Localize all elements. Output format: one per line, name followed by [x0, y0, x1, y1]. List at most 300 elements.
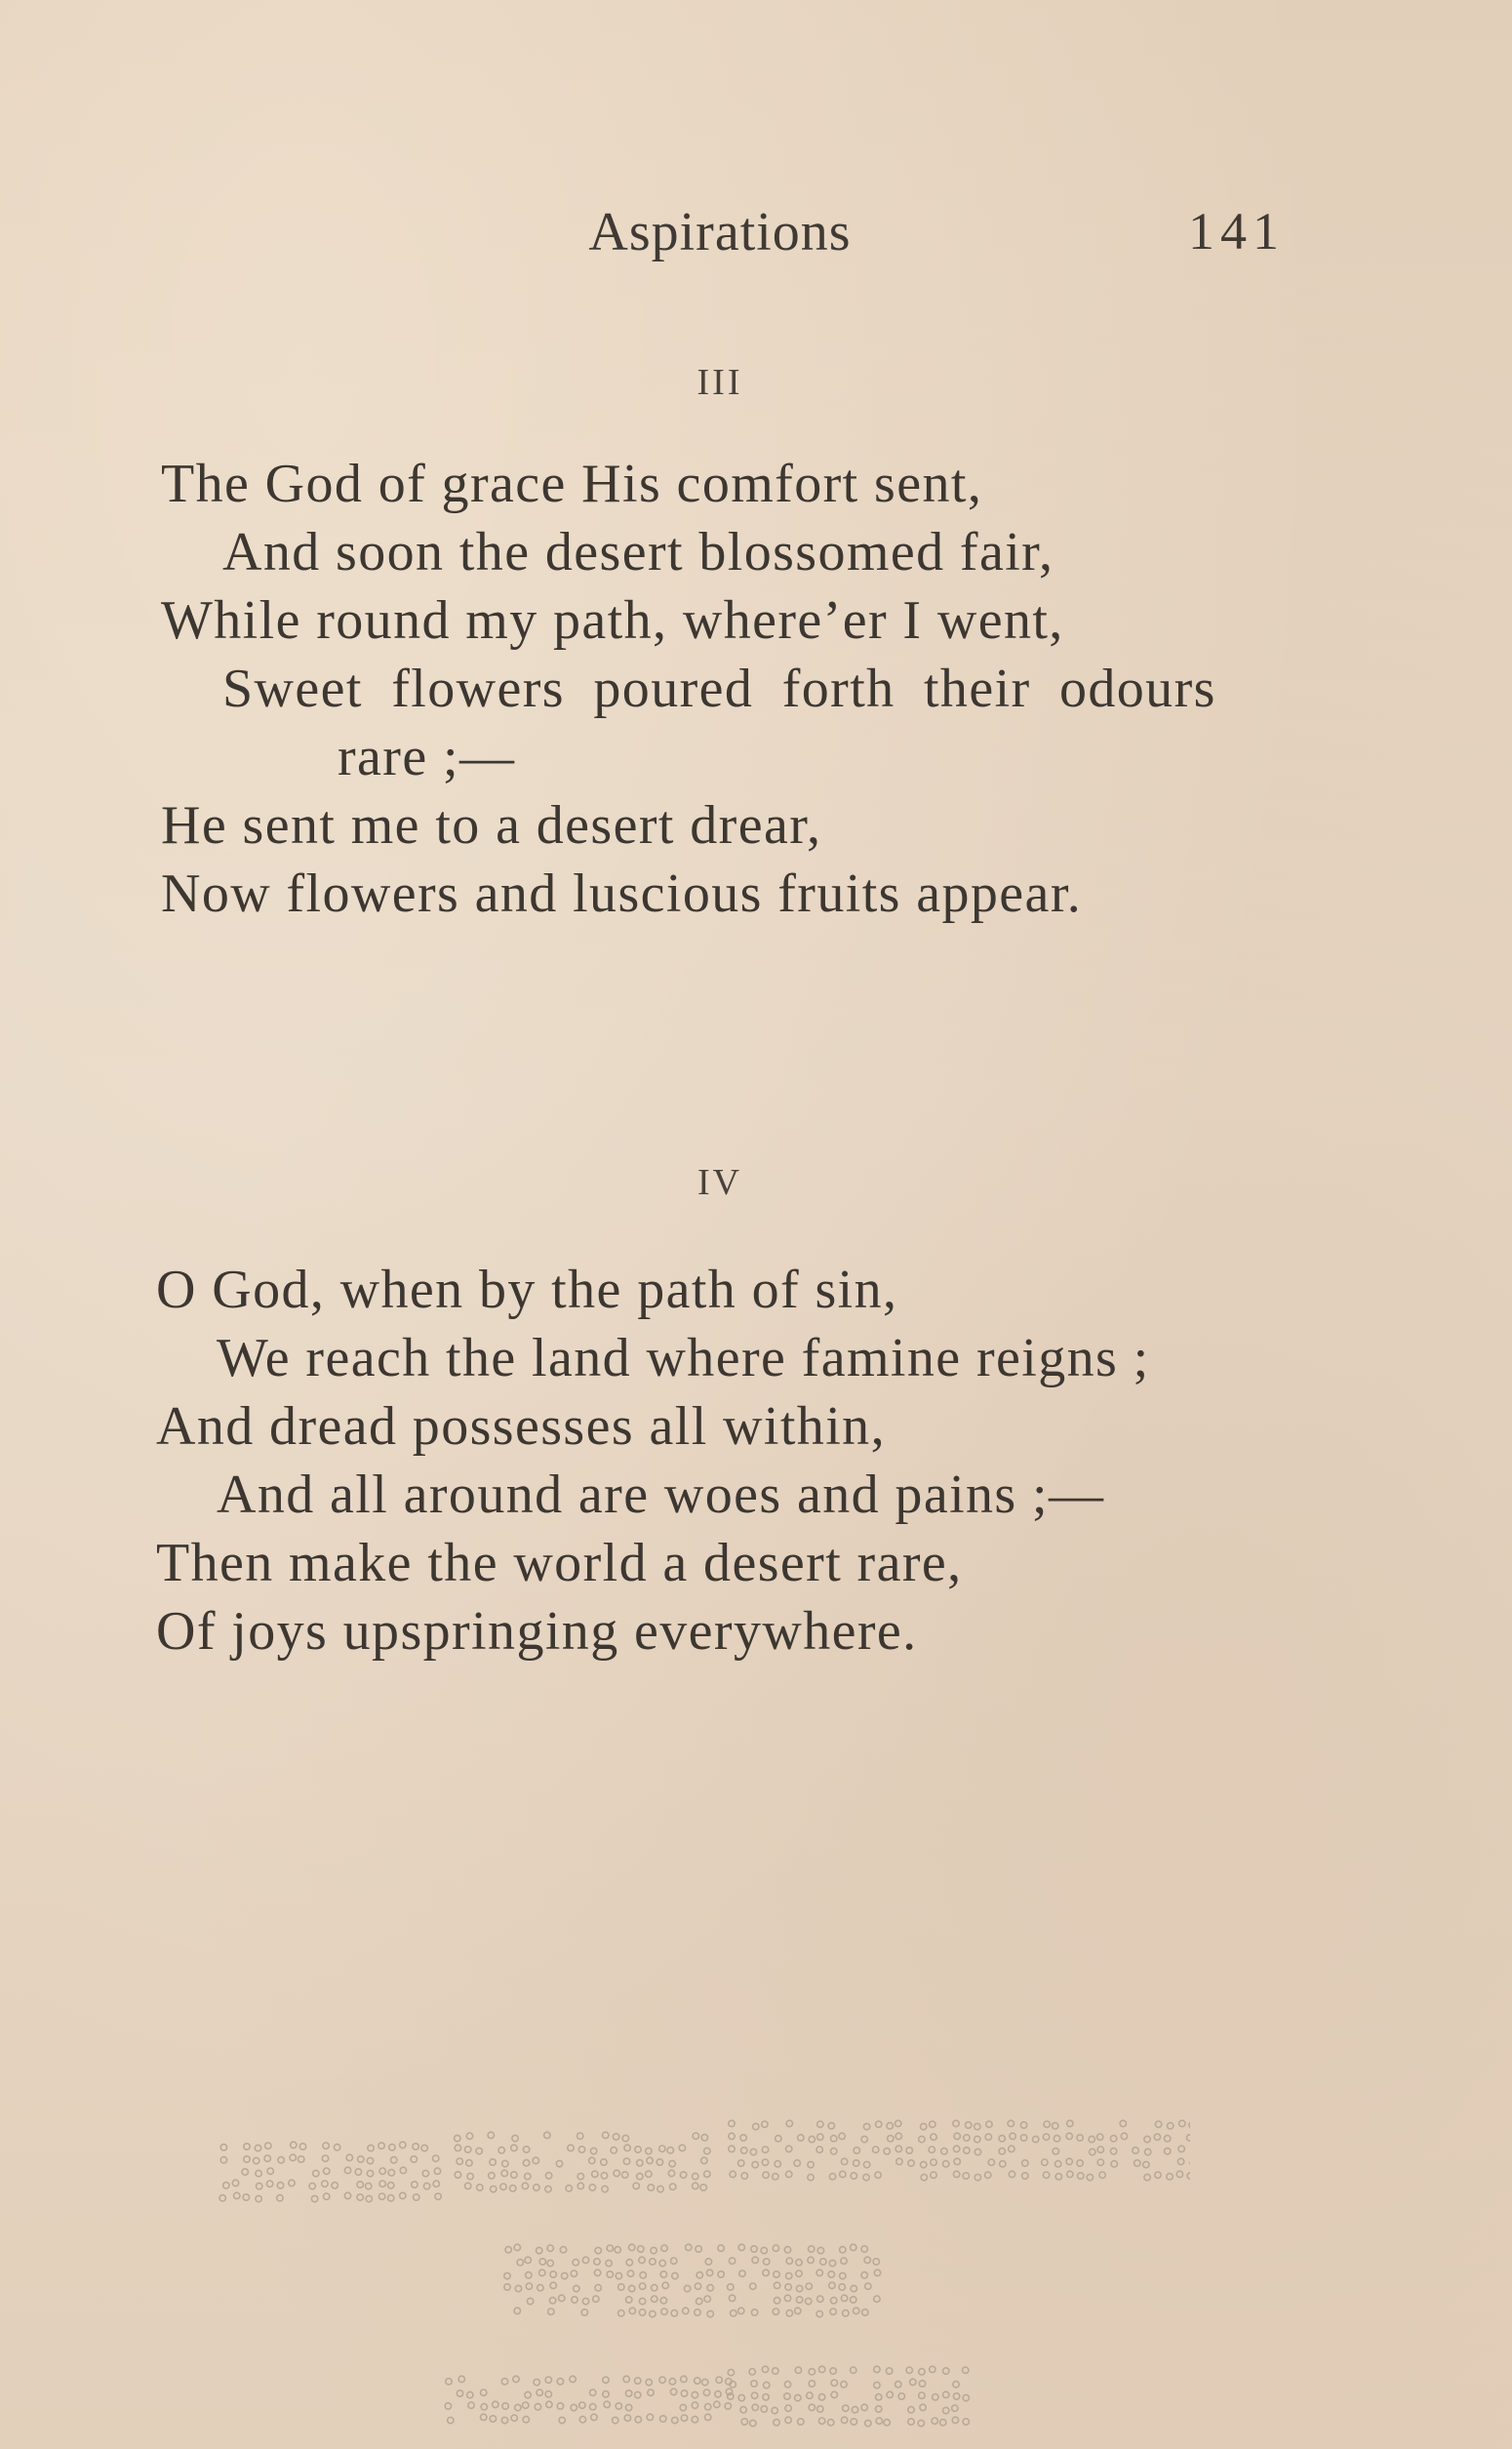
perforation-dot	[679, 2145, 685, 2150]
perforation-dot	[1053, 2123, 1058, 2129]
perforation-dot	[818, 2418, 824, 2424]
perforation-dot	[534, 2185, 539, 2190]
perforation-dot	[502, 2403, 508, 2409]
perforation-dot	[391, 2157, 397, 2163]
perforation-dot	[762, 2121, 768, 2127]
perforation-dot	[589, 2157, 595, 2163]
perforation-dot	[322, 2181, 328, 2187]
perforation-dot	[701, 2157, 707, 2163]
perforation-dot	[624, 2145, 630, 2150]
perforation-dot	[729, 2258, 735, 2264]
perforation-dot	[1009, 2171, 1015, 2177]
perforation-dot	[550, 2271, 556, 2277]
running-header	[0, 201, 1512, 279]
perforation-dot	[219, 2195, 225, 2201]
perforation-dot	[603, 2132, 609, 2138]
perforation-dot	[1120, 2120, 1126, 2126]
perforation-dot	[557, 2403, 563, 2409]
perforation-dot	[999, 2148, 1005, 2154]
perforation-dot	[277, 2195, 283, 2201]
perforation-dot	[807, 2392, 813, 2398]
perforation-dot	[544, 2132, 550, 2138]
perforation-dot	[1042, 2159, 1048, 2165]
perforation-dot	[828, 2420, 834, 2426]
perforation-dot	[704, 2148, 710, 2153]
perforation-dot	[671, 2310, 677, 2316]
perforation-dot	[1155, 2172, 1161, 2178]
perforation-dot	[639, 2298, 645, 2304]
perforation-dot	[525, 2391, 531, 2397]
perforation-dot	[672, 2417, 678, 2423]
perforation-dot	[830, 2368, 836, 2374]
perforation-dot	[798, 2135, 804, 2141]
perforation-dot	[414, 2194, 419, 2200]
perforation-dot	[963, 2419, 969, 2425]
perforation-dot	[975, 2148, 980, 2154]
perforation-dot	[523, 2160, 529, 2166]
perforation-dot	[700, 2185, 706, 2190]
perforation-dot	[728, 2369, 734, 2375]
perforation-dot	[512, 2135, 518, 2141]
perforation-dot	[1133, 2148, 1138, 2153]
perforation-dot	[298, 2156, 304, 2162]
perforation-dot	[647, 2414, 653, 2420]
perforation-dot	[670, 2389, 676, 2394]
perforation-dot	[618, 2310, 624, 2316]
perforation-dot	[523, 2147, 529, 2152]
perforation-dot	[784, 2382, 790, 2388]
perforation-dot	[920, 2404, 926, 2410]
perforation-dot	[346, 2154, 352, 2160]
perforation-dot	[582, 2298, 588, 2304]
perforation-dot	[798, 2419, 804, 2425]
perforation-dot	[941, 2148, 947, 2154]
perforation-dot	[635, 2378, 641, 2384]
perforation-dot	[435, 2193, 441, 2199]
perforation-dot	[510, 2186, 516, 2191]
perforation-dot	[523, 2417, 529, 2423]
perforation-dot	[457, 2158, 462, 2164]
perforation-dot	[577, 2173, 583, 2179]
library-stamp-perforation	[215, 2088, 1190, 2449]
poem-line: He sent me to a desert drear,	[161, 795, 822, 856]
perforation-dot	[704, 2171, 710, 2177]
perforation-dot	[686, 2244, 692, 2250]
perforation-dot	[876, 2406, 882, 2412]
poem-line: The God of grace His comfort sent,	[161, 454, 983, 514]
perforation-dot	[657, 2186, 663, 2191]
perforation-dot	[1154, 2134, 1160, 2140]
perforation-dot	[898, 2393, 904, 2399]
perforation-dot	[806, 2298, 812, 2304]
perforation-dot	[895, 2146, 901, 2151]
perforation-dot	[560, 2247, 566, 2253]
perforation-dot	[652, 2285, 657, 2291]
perforation-dot	[267, 2168, 273, 2174]
perforation-dot	[773, 2308, 778, 2314]
perforation-dot	[839, 2284, 845, 2290]
perforation-dot	[433, 2181, 439, 2187]
perforation-dot	[548, 2308, 554, 2314]
perforation-dot	[400, 2167, 406, 2173]
perforation-dot	[639, 2283, 645, 2289]
perforation-dot	[539, 2259, 545, 2265]
perforation-dot	[1066, 2158, 1072, 2164]
perforation-dot	[681, 2376, 687, 2382]
perforation-dot	[695, 2309, 700, 2315]
perforation-dot	[964, 2148, 970, 2153]
perforation-dot	[851, 2173, 856, 2179]
perforation-dot	[999, 2136, 1005, 2142]
perforation-dot	[223, 2183, 229, 2188]
perforation-dot	[851, 2297, 856, 2303]
perforation-dot	[895, 2133, 901, 2139]
perforation-dot	[841, 2417, 847, 2423]
perforation-dot	[953, 2393, 959, 2399]
perforation-dot	[515, 2285, 521, 2291]
perforation-dot	[809, 2246, 815, 2252]
perforation-dot	[626, 2260, 632, 2266]
perforation-dot	[591, 2414, 597, 2420]
poem-line: And dread possesses all within,	[156, 1396, 886, 1457]
perforation-dot	[695, 2378, 700, 2384]
perforation-dot	[502, 2160, 508, 2166]
perforation-dot	[652, 2296, 657, 2302]
perforation-dot	[633, 2183, 639, 2188]
perforation-dot	[660, 2271, 666, 2277]
perforation-dot	[716, 2377, 722, 2383]
perforation-dot	[640, 2272, 646, 2278]
perforation-dot	[661, 2245, 667, 2251]
perforation-dot	[500, 2184, 506, 2189]
perforation-dot	[422, 2170, 428, 2176]
perforation-dot	[931, 2159, 936, 2165]
perforation-dot	[244, 2144, 250, 2149]
perforation-dot	[220, 2145, 226, 2150]
perforation-dot	[378, 2143, 384, 2148]
perforation-dot	[820, 2259, 826, 2265]
perforation-dot	[786, 2310, 792, 2316]
perforation-dot	[930, 2121, 935, 2127]
perforation-dot	[705, 2259, 711, 2265]
perforation-dot	[796, 2270, 802, 2276]
perforation-dot	[952, 2417, 958, 2423]
perforation-dot	[299, 2144, 305, 2149]
perforation-dot	[861, 2136, 867, 2142]
perforation-dot	[594, 2259, 600, 2265]
poem-line: O God, when by the path of sin,	[156, 1260, 898, 1320]
perforation-dot	[571, 2270, 577, 2276]
perforation-dot	[796, 2260, 802, 2266]
perforation-dot	[523, 2402, 529, 2408]
perforation-dot	[861, 2272, 867, 2278]
perforation-dot	[256, 2170, 261, 2176]
perforation-dot	[1178, 2146, 1184, 2151]
perforation-dot	[841, 2382, 847, 2388]
perforation-dot	[1044, 2121, 1050, 2127]
perforation-dot	[571, 2404, 577, 2410]
perforation-dot	[725, 2403, 731, 2409]
perforation-dot	[589, 2185, 595, 2190]
perforation-dot	[611, 2148, 617, 2153]
perforation-dot	[671, 2258, 677, 2264]
perforation-dot	[1033, 2136, 1039, 2142]
perforation-dot	[344, 2192, 350, 2198]
perforation-dot	[242, 2169, 248, 2175]
perforation-dot	[498, 2148, 504, 2153]
perforation-dot	[693, 2183, 698, 2188]
perforation-dot	[344, 2167, 350, 2173]
perforation-dot	[566, 2186, 572, 2191]
perforation-dot	[693, 2133, 698, 2139]
perforation-dot	[545, 2391, 551, 2397]
perforation-dot	[692, 2391, 697, 2397]
perforation-dot	[863, 2174, 869, 2180]
perforation-dot	[1121, 2133, 1127, 2139]
perforation-dot	[1010, 2133, 1015, 2139]
perforation-dot	[681, 2415, 687, 2421]
perforation-dot	[829, 2260, 835, 2266]
perforation-dot	[831, 2380, 837, 2386]
perforation-dot	[816, 2310, 822, 2316]
perforation-dot	[874, 2296, 880, 2302]
perforation-dot	[786, 2146, 792, 2151]
perforation-dot	[504, 2284, 510, 2290]
perforation-dot	[763, 2172, 769, 2178]
perforation-dot	[592, 2171, 598, 2177]
perforation-dot	[1111, 2161, 1117, 2167]
perforation-dot	[839, 2133, 845, 2139]
perforation-dot	[963, 2394, 969, 2400]
perforation-dot	[635, 2391, 641, 2397]
perforation-dot	[547, 2260, 553, 2266]
perforation-dot	[841, 2158, 847, 2164]
perforation-dot	[1089, 2136, 1094, 2142]
perforation-dot	[607, 2271, 613, 2277]
perforation-dot	[1097, 2134, 1103, 2140]
perforation-dot	[861, 2404, 867, 2410]
perforation-dot	[761, 2406, 767, 2412]
perforation-dot	[874, 2366, 880, 2372]
perforation-dot	[421, 2145, 427, 2150]
perforation-dot	[906, 2367, 912, 2373]
perforation-dot	[796, 2297, 802, 2303]
perforation-dot	[841, 2295, 847, 2301]
perforation-dot	[895, 2382, 901, 2388]
perforation-dot	[773, 2174, 778, 2180]
perforation-dot	[661, 2308, 667, 2314]
perforation-dot	[1077, 2160, 1083, 2166]
perforation-dot	[1110, 2148, 1116, 2154]
perforation-dot	[908, 2160, 914, 2166]
perforation-dot	[511, 2145, 517, 2150]
perforation-dot	[635, 2417, 641, 2423]
perforation-dot	[504, 2272, 510, 2278]
perforation-dot	[1187, 2173, 1190, 2179]
perforation-dot	[933, 2394, 938, 2400]
perforation-dot	[476, 2148, 482, 2153]
perforation-dot	[604, 2401, 610, 2407]
perforation-dot	[660, 2416, 666, 2422]
perforation-dot	[357, 2182, 363, 2188]
perforation-dot	[311, 2195, 317, 2201]
perforation-dot	[861, 2246, 867, 2252]
perforation-dot	[625, 2404, 631, 2410]
perforation-dot	[465, 2147, 471, 2152]
perforation-dot	[943, 2407, 949, 2413]
perforation-dot	[707, 2285, 713, 2291]
perforation-dot	[910, 2379, 916, 2385]
perforation-dot	[764, 2382, 770, 2388]
perforation-dot	[751, 2309, 757, 2315]
perforation-dot	[579, 2402, 585, 2408]
perforation-dot	[481, 2404, 487, 2410]
perforation-dot	[545, 2377, 551, 2383]
perforation-dot	[400, 2192, 406, 2198]
perforation-dot	[774, 2420, 779, 2426]
perforation-dot	[738, 2308, 744, 2313]
perforation-dot	[696, 2298, 702, 2304]
perforation-dot	[851, 2419, 856, 2425]
perforation-dot	[573, 2260, 578, 2266]
perforation-dot	[613, 2134, 618, 2140]
perforation-dot	[669, 2160, 675, 2166]
perforation-dot	[750, 2148, 756, 2154]
perforation-dot	[1053, 2148, 1058, 2154]
perforation-dot	[1067, 2120, 1073, 2126]
perforation-dot	[761, 2247, 767, 2253]
perforation-dot	[546, 2401, 552, 2407]
perforation-dot	[808, 2174, 814, 2180]
perforation-dot	[466, 2160, 472, 2166]
perforation-dot	[490, 2416, 496, 2422]
perforation-dot	[493, 2401, 498, 2407]
perforation-dot	[1000, 2161, 1006, 2167]
perforation-dot	[840, 2247, 846, 2253]
perforation-dot	[1066, 2133, 1072, 2139]
perforation-dot	[378, 2193, 384, 2199]
perforation-dot	[817, 2121, 823, 2127]
perforation-dot	[590, 2404, 596, 2410]
perforation-dot	[515, 2404, 521, 2410]
perforation-dot	[816, 2269, 822, 2275]
perforation-dot	[752, 2257, 758, 2263]
perforation-dot	[526, 2272, 532, 2278]
perforation-dot	[931, 2134, 936, 2140]
perforation-dot	[622, 2172, 628, 2178]
perforation-dot	[774, 2282, 779, 2288]
perforation-dot	[411, 2156, 417, 2162]
perforation-dot	[843, 2405, 849, 2411]
perforation-dot	[517, 2260, 523, 2266]
perforation-dot	[1043, 2172, 1049, 2178]
perforation-dot	[750, 2283, 756, 2289]
perforation-dot	[954, 2158, 960, 2164]
perforation-dot	[455, 2172, 460, 2178]
perforation-dot	[379, 2181, 385, 2187]
perforation-dot	[831, 2391, 837, 2397]
perforation-dot	[752, 2404, 758, 2410]
perforation-dot	[739, 2270, 745, 2276]
perforation-dot	[322, 2155, 328, 2161]
perforation-dot	[751, 2381, 757, 2387]
perforation-dot	[455, 2135, 460, 2141]
perforation-dot	[669, 2379, 675, 2385]
perforation-dot	[741, 2173, 747, 2179]
perforation-dot	[434, 2168, 440, 2174]
perforation-dot	[659, 2146, 665, 2151]
perforation-dot	[919, 2392, 925, 2398]
perforation-dot	[895, 2120, 901, 2126]
perforation-dot	[986, 2121, 992, 2127]
perforation-dot	[1099, 2172, 1105, 2178]
poem-line: rare ;—	[338, 727, 516, 787]
perforation-dot	[629, 2285, 635, 2291]
perforation-dot	[851, 2244, 856, 2250]
perforation-dot	[624, 2415, 630, 2421]
perforation-dot	[570, 2376, 576, 2382]
perforation-dot	[522, 2183, 528, 2188]
perforation-dot	[919, 2381, 925, 2387]
perforation-dot	[908, 2419, 914, 2425]
perforation-dot	[1054, 2136, 1059, 2142]
perforation-dot	[622, 2135, 628, 2141]
perforation-dot	[514, 2308, 520, 2313]
perforation-dot	[357, 2194, 363, 2200]
perforation-dot	[614, 2170, 619, 2176]
perforation-dot	[244, 2156, 250, 2162]
perforation-dot	[695, 2283, 700, 2289]
perforation-dot	[581, 2309, 587, 2315]
perforation-dot	[841, 2258, 847, 2264]
perforation-dot	[601, 2159, 607, 2165]
perforation-dot	[1110, 2136, 1116, 2142]
perforation-dot	[412, 2182, 418, 2188]
perforation-dot	[943, 2391, 949, 2397]
perforation-dot	[729, 2295, 735, 2301]
perforation-dot	[266, 2181, 272, 2187]
perforation-dot	[1143, 2161, 1149, 2167]
perforation-dot	[740, 2407, 746, 2413]
perforation-dot	[355, 2169, 361, 2175]
perforation-dot	[1009, 2146, 1015, 2151]
perforation-dot	[615, 2247, 620, 2253]
perforation-dot	[366, 2195, 372, 2201]
perforation-dot	[616, 2403, 621, 2409]
perforation-dot	[445, 2403, 451, 2409]
perforation-dot	[525, 2173, 531, 2179]
perforation-dot	[657, 2159, 662, 2165]
perforation-dot	[919, 2369, 925, 2375]
perforation-dot	[313, 2170, 319, 2176]
perforation-dot	[618, 2284, 624, 2290]
perforation-dot	[715, 2391, 721, 2397]
perforation-dot	[1144, 2174, 1150, 2180]
perforation-dot	[963, 2173, 969, 2179]
poem-line: We reach the land where famine reigns ;	[217, 1328, 1150, 1388]
perforation-dot	[831, 2148, 837, 2154]
poem-line: Then make the world a desert rare,	[156, 1533, 963, 1593]
perforation-dot	[547, 2245, 553, 2251]
perforation-dot	[752, 2161, 758, 2167]
perforation-dot	[667, 2148, 673, 2153]
perforation-dot	[550, 2282, 556, 2288]
perforation-dot	[918, 2420, 924, 2426]
perforation-dot	[975, 2136, 980, 2142]
perforation-dot	[809, 2369, 815, 2375]
perforation-dot	[921, 2161, 927, 2167]
perforation-dot	[1167, 2174, 1173, 2180]
